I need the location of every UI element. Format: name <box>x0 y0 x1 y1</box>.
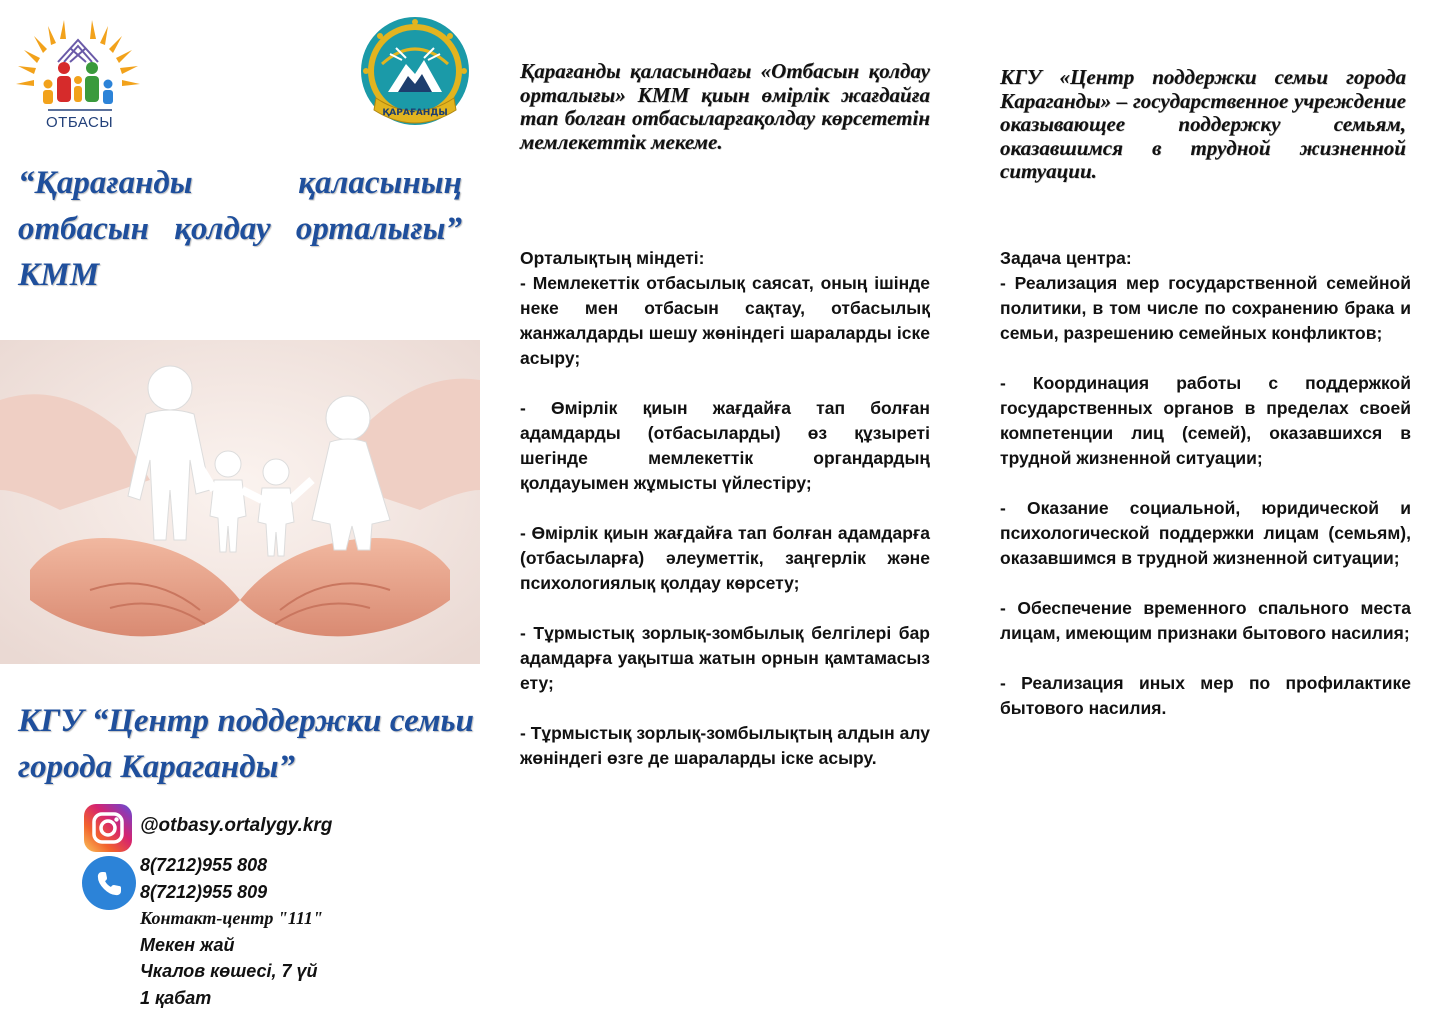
phone-number-1[interactable]: 8(7212)955 808 <box>140 855 268 875</box>
task-item-ru: - Обеспечение временного спального места лицам, имеющим признаки бытового насилия; <box>1000 598 1411 643</box>
karaganda-emblem <box>358 14 472 132</box>
intro-kz: Қарағанды қаласындағы «Отбасын қолдау орталығы» КММ қиын өмірлік жағдайға тап болған отбасыларғақолдау көрсететін мемлекеттік мекеме. <box>520 59 930 154</box>
tasks-heading-ru: Задача центра: <box>1000 248 1132 268</box>
address-label: Мекен жай <box>140 934 235 955</box>
instagram-handle[interactable]: @otbasy.ortalygy.krg <box>140 815 333 836</box>
task-item-kz: - Тұрмыстық зорлық-зомбылық белгілері бар адамдарға уақытша жатын орнын қамтамасыз ету; <box>520 623 930 693</box>
instagram-icon[interactable] <box>84 804 132 852</box>
task-item-ru: - Оказание социальной, юридической и психологической поддержки лицам (семьям), оказавшимся в трудной жизненной ситуации; <box>1000 498 1411 568</box>
intro-ru: КГУ «Центр поддержки семьи города Караганды» – государственное учреждение оказывающее поддержку семьям, оказавшимся в трудной жизненной ситуации. <box>1000 65 1406 183</box>
tasks-kz <box>520 246 930 796</box>
emblem-text: ҚАРАҒАНДЫ <box>382 108 448 118</box>
tasks-ru <box>1000 246 1411 746</box>
task-item-ru: - Реализация иных мер по профилактике бытового насилия. <box>1000 673 1411 718</box>
contact-center: Контакт-центр "111" <box>140 908 323 928</box>
task-item-ru: - Реализация мер государственной семейной политики, в том числе по сохранению брака и семьи, разрешению семейных конфликтов; <box>1000 273 1411 343</box>
sun-family-logo-icon <box>12 14 144 114</box>
title-kz: “Қарағанды қаласының отбасын қолдау орталығы” КММ <box>18 165 462 293</box>
hands-family-illustration-icon <box>0 340 480 664</box>
address-street: Чкалов көшесі, 7 үй <box>140 961 318 981</box>
title-ru: КГУ “Центр поддержки семьи города Караганды” <box>18 703 474 785</box>
task-item-kz: - Мемлекеттік отбасылық саясат, оның ішінде неке мен отбасын сақтау, отбасылық жанжалдарды шешу жөніндегі шараларды іске асыру; <box>520 273 930 368</box>
task-item-kz: - Тұрмыстық зорлық-зомбылықтың алдын алу жөніндегі өзге де шараларды іске асыру. <box>520 723 930 768</box>
address-floor: 1 қабат <box>140 987 212 1008</box>
phone-icon[interactable] <box>82 856 136 910</box>
contact-block <box>140 852 323 1011</box>
task-item-kz: - Өмірлік қиын жағдайға тап болған адамдарды (отбасыларды) өз құзыреті шегінде мемлекеттік органдардың қолдауымен жұмысты үйлестіру; <box>520 398 930 493</box>
task-item-ru: - Координация работы с поддержкой государственных органов в пределах своей компетенции лиц (семей), оказавшихся в трудной жизненной ситуации; <box>1000 373 1411 468</box>
logo-caption: ОТБАСЫ <box>46 114 114 131</box>
task-item-kz: - Өмірлік қиын жағдайға тап болған адамдарға (отбасыларға) әлеуметтік, заңгерлік және психологиялық қолдау көрсету; <box>520 523 930 593</box>
tasks-heading-kz: Орталықтың міндеті: <box>520 248 705 268</box>
hands-family-image <box>0 340 480 664</box>
otbasy-logo <box>12 14 144 134</box>
phone-number-2[interactable]: 8(7212)955 809 <box>140 881 268 902</box>
karaganda-emblem-icon <box>358 14 472 132</box>
